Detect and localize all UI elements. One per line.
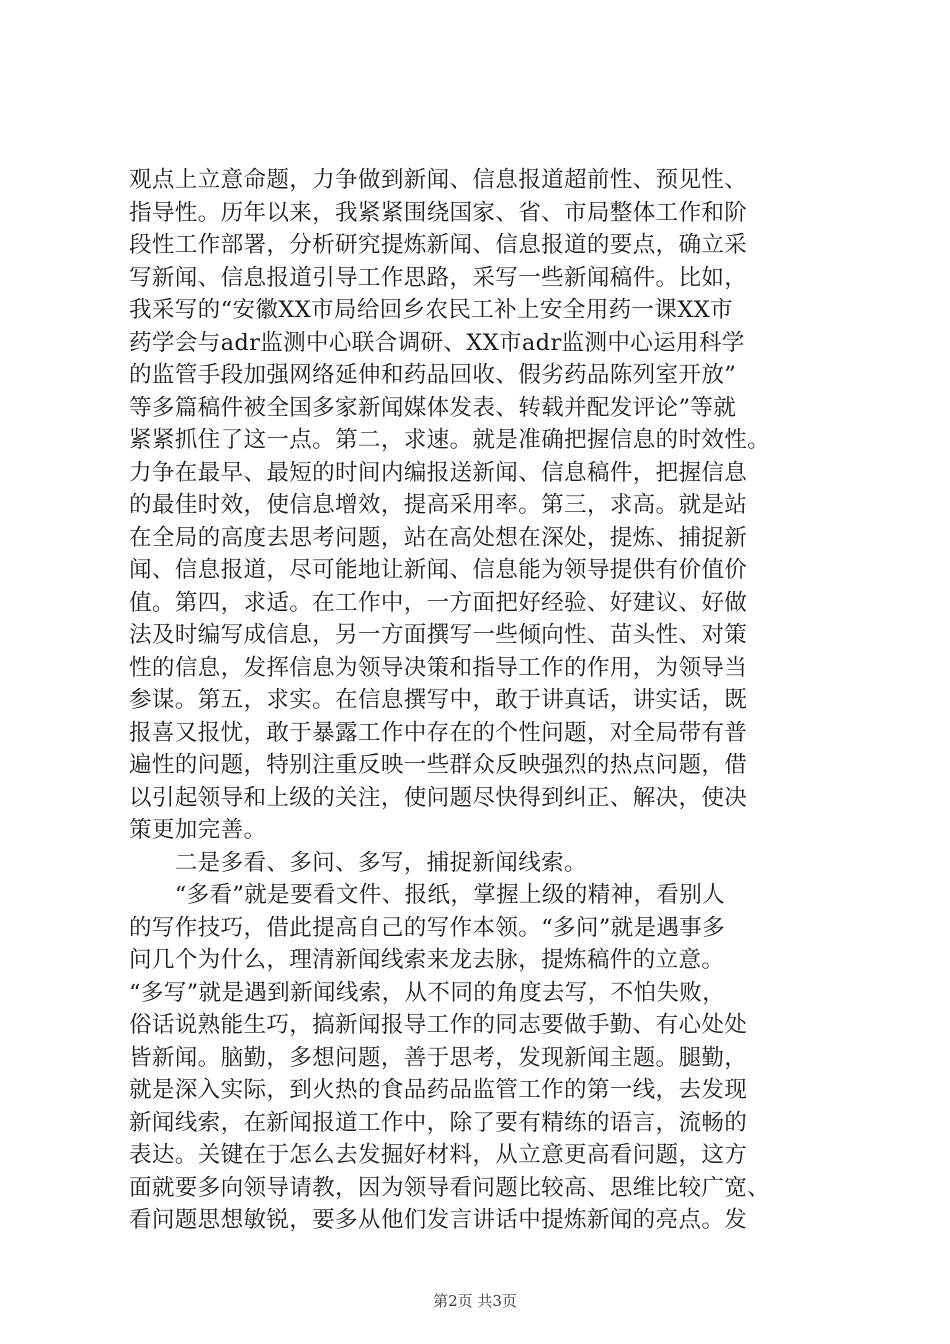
text-line: 法及时编写成信息，另一方面撰写一些倾向性、苗头性、对策: [129, 622, 748, 648]
text-line: 的监管手段加强网络延伸和药品回收、假劣药品陈列室开放”: [129, 362, 737, 388]
text-line: 报喜又报忧，敢于暴露工作中存在的个性问题，对全局带有普: [129, 719, 748, 746]
text-line: 在全局的高度去思考问题，站在高处想在深处，提炼、捕捉新: [129, 524, 748, 551]
text-line: 面就要多向领导请教，因为领导看问题比较高、思维比较广宽、: [129, 1174, 771, 1201]
text-line: 值。第四，求适。在工作中，一方面把好经验、好建议、好做: [129, 589, 748, 616]
text-line: 参谋。第五，求实。在信息撰写中，敢于讲真话，讲实话，既: [129, 687, 748, 713]
text-line: 看问题思想敏锐，要多从他们发言讲话中提炼新闻的亮点。发: [129, 1207, 748, 1233]
section-heading: 二是多看、多问、多写，捕捉新闻线索。: [129, 849, 587, 876]
text-line: 俗话说熟能生巧，搞新闻报导工作的同志要做手勤、有心处处: [129, 1012, 748, 1038]
text-line: 性的信息，发挥信息为领导决策和指导工作的作用，为领导当: [129, 654, 748, 681]
text-line: 皆新闻。脑勤，多想问题，善于思考，发现新闻主题。腿勤，: [129, 1044, 748, 1071]
text-line: 等多篇稿件被全国多家新闻媒体发表、转载并配发评论”等就: [129, 394, 737, 421]
page-number-footer: 第2页 共3页: [433, 1292, 517, 1310]
text-line: 策更加完善。: [129, 817, 267, 843]
text-line: “多写”就是遇到新闻线索，从不同的角度去写，不怕失败，: [129, 979, 726, 1006]
text-line: 就是深入实际，到火热的食品药品监管工作的第一线，去发现: [129, 1077, 748, 1103]
text-line: 的最佳时效，使信息增效，提高采用率。第三，求高。就是站: [129, 492, 748, 518]
text-line: 遍性的问题，特别注重反映一些群众反映强烈的热点问题，借: [129, 752, 748, 778]
body-text: [129, 164, 859, 1237]
text-line: 以引起领导和上级的关注，使问题尽快得到纠正、解决，使决: [129, 784, 748, 811]
text-line: 紧紧抓住了这一点。第二，求速。就是准确把握信息的时效性。: [129, 427, 771, 453]
text-line: 观点上立意命题，力争做到新闻、信息报道超前性、预见性、: [129, 167, 748, 193]
text-line: 新闻线索，在新闻报道工作中，除了要有精练的语言，流畅的: [129, 1109, 748, 1136]
text-line: 问几个为什么，理清新闻线索来龙去脉，提炼稿件的立意。: [129, 947, 725, 973]
text-line: 指导性。历年以来，我紧紧围绕国家、省、市局整体工作和阶: [129, 199, 748, 226]
text-line: 的写作技巧，借此提高自己的写作本领。“多问”就是遇事多: [129, 914, 726, 941]
text-line: 写新闻、信息报道引导工作思路，采写一些新闻稿件。比如，: [129, 264, 748, 291]
text-line: 力争在最早、最短的时间内编报送新闻、信息稿件，把握信息: [129, 459, 748, 486]
text-line: 表达。关键在于怎么去发掘好材料，从立意更高看问题，这方: [129, 1142, 748, 1168]
text-line: “多看”就是要看文件、报纸，掌握上级的精神，看别人: [129, 882, 726, 908]
text-line: 我采写的“安徽XX市局给回乡农民工补上安全用药一课XX市: [129, 297, 733, 323]
text-line: 药学会与adr监测中心联合调研、XX市adr监测中心运用科学: [129, 329, 745, 356]
text-line: 段性工作部署，分析研究提炼新闻、信息报道的要点，确立采: [129, 232, 748, 258]
text-line: 闻、信息报道，尽可能地让新闻、信息能为领导提供有价值价: [129, 557, 748, 583]
